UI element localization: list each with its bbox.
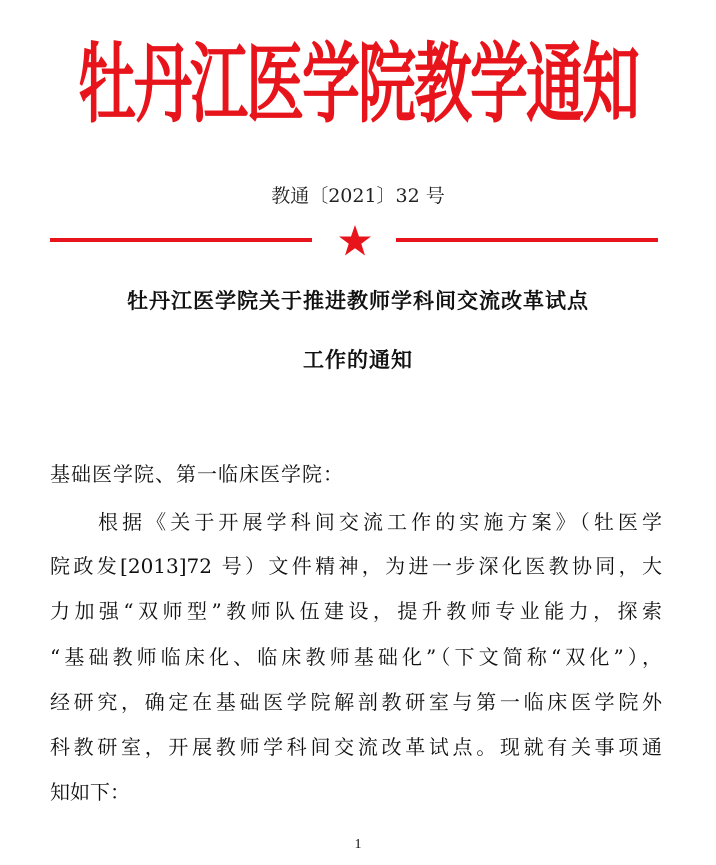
document-number: 教通〔2021〕32 号 xyxy=(271,185,445,207)
notice-title-line-1: 牡丹江医学院关于推进教师学科间交流改革试点 xyxy=(127,289,589,313)
body-line: 知如下： xyxy=(50,780,130,804)
masthead-title: 牡丹江医学院教学通知 xyxy=(77,33,638,135)
body-line: 力加强“双师型”教师队伍建设，提升教师专业能力，探索 xyxy=(50,599,662,623)
page-number: 1 xyxy=(354,837,362,852)
red-rule-left xyxy=(50,238,312,242)
body-line: 经研究，确定在基础医学院解剖教研室与第一临床医学院外 xyxy=(50,690,662,714)
star-icon xyxy=(338,224,372,258)
salutation: 基础医学院、第一临床医学院： xyxy=(50,462,344,486)
body-line: 院政发[2013]72 号）文件精神，为进一步深化医教协同，大 xyxy=(50,554,662,578)
body-line: 根据《关于开展学科间交流工作的实施方案》（牡医学 xyxy=(98,510,662,534)
body-line: 科教研室，开展教师学科间交流改革试点。现就有关事项通 xyxy=(50,735,662,759)
notice-title-line-2: 工作的通知 xyxy=(303,348,413,372)
red-rule-right xyxy=(396,238,658,242)
body-line: “基础教师临床化、临床教师基础化”（下文简称“双化”）， xyxy=(50,645,662,669)
